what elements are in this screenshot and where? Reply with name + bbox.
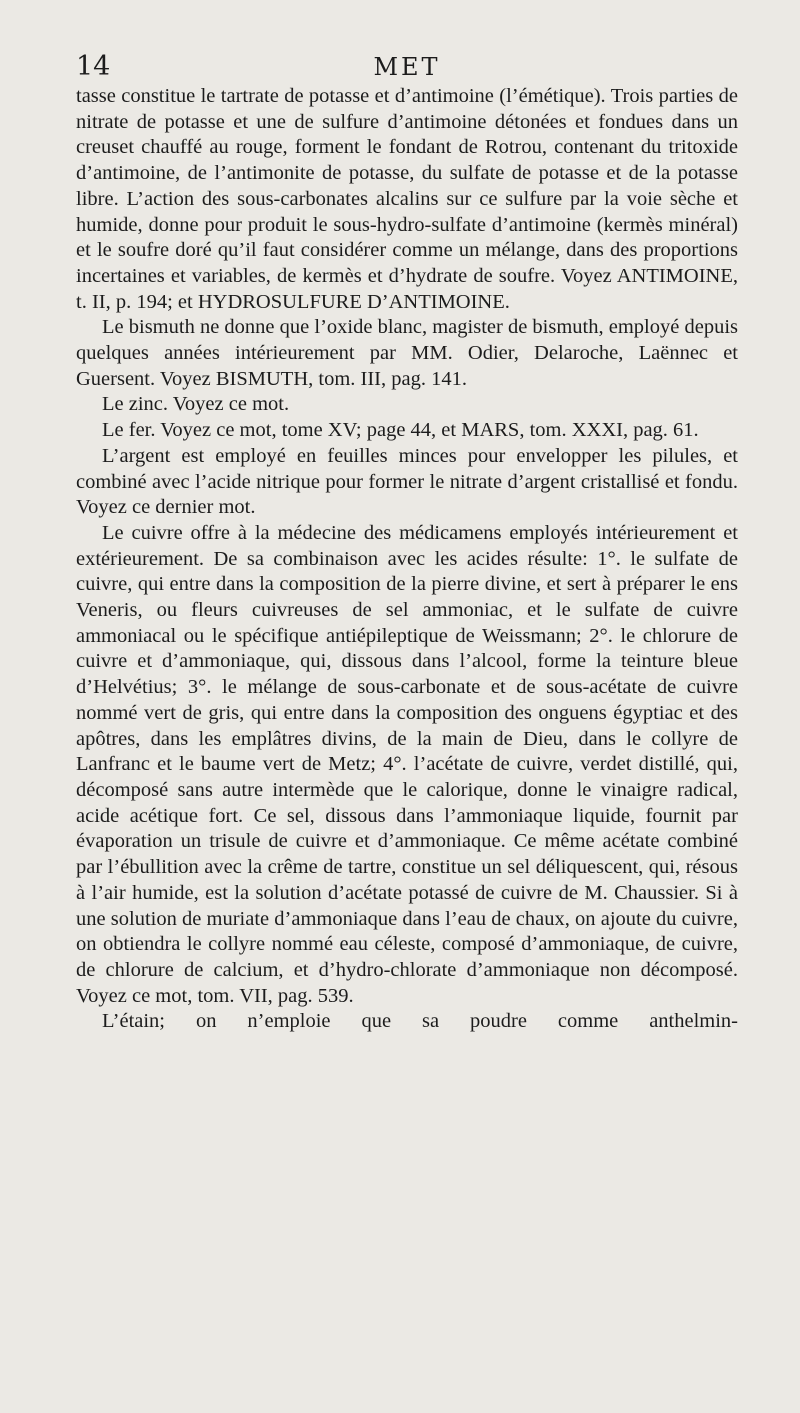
paragraph-bismuth: Le bismuth ne donne que l’oxide blanc, magister de bismuth, employé depuis quelques années intérieurement par MM. Odier, Delaroche, Laënnec et Guersent. Voyez BISMUTH, tom. III, pag. 141. bbox=[76, 316, 738, 390]
paragraph-cuivre: Le cuivre offre à la médecine des médicamens employés intérieurement et extérieurement. De sa combinaison avec les acides résulte: 1°. le sulfate de cuivre, qui entre dans la composition de la pierre divine, et sert à préparer le ens Veneris, ou fleurs cuivreuses de sel ammoniac, et le sulfate de cuivre ammoniacal ou le spécifique antiépileptique de Weissmann; 2°. le chlorure de cuivre et d’ammoniaque, qui, dissous dans l’alcool, forme la teinture bleue d’Helvétius; 3°. le mélange de sous-carbonate et de sous-acétate de cuivre nommé vert de gris, qui entre dans la composition des onguens égyptiac et des apôtres, dans les emplâtres divins, de la main de Dieu, dans le collyre de Lanfranc et le baume vert de Metz; 4°. l’acétate de cuivre, verdet distillé, qui, décomposé sans autre intermède que le calorique, donne le vinaigre radical, acide acétique fort. Ce sel, dissous dans l’ammoniaque liquide, fournit par évaporation un trisule de cuivre et d’ammoniaque. Ce même acétate combiné par l’ébullition avec la crême de tartre, constitue un sel déliquescent, qui, résous à l’air humide, est la solution d’acétate potassé de cuivre de M. Chaussier. Si à une solution de muriate d’ammoniaque dans l’eau de chaux, on ajoute du cuivre, on obtiendra le collyre nommé eau céleste, composé d’ammoniaque, de cuivre, de chlorure de calcium, et d’hydro-chlorate d’ammoniaque non décomposé. Voyez ce mot, tom. VII, pag. 539. bbox=[76, 521, 738, 1007]
paragraph-etain: L’étain; on n’emploie que sa poudre comme anthelmin- bbox=[102, 1010, 738, 1033]
page-number: 14 bbox=[76, 51, 111, 82]
page-header bbox=[76, 50, 738, 84]
paragraph-argent: L’argent est employé en feuilles minces pour envelopper les pilules, et combiné avec l’acide nitrique pour former le nitrate d’argent cristallisé et fondu. Voyez ce dernier mot. bbox=[76, 444, 738, 519]
paragraph-zinc: Le zinc. Voyez ce mot. bbox=[102, 393, 290, 416]
body-text bbox=[76, 84, 738, 1035]
paragraph-fer: Le fer. Voyez ce mot, tome XV; page 44, et MARS, tom. XXXI, pag. 61. bbox=[102, 419, 699, 442]
paragraph-antimoine: tasse constitue le tartrate de potasse et d’antimoine (l’émétique). Trois parties de nitrate de potasse et une de sulfure d’antimoine détonées et fondues dans un creuset chauffé au rouge, forment le fondant de Rotrou, contenant du tritoxide d’antimoine, de l’antimonite de potasse, du sulfate de potasse et de la potasse libre. L’action des sous-carbonates alcalins sur ce sulfure par la voie sèche et humide, donne pour produit le sous-hydro-sulfate d’antimoine (kermès minéral) et le soufre doré qu’il faut considérer comme un mélange, dans des proportions incertaines et variables, de kermès et d’hydrate de soufre. Voyez ANTIMOINE, t. II, p. 194; et HYDROSULFURE D’ANTIMOINE. bbox=[76, 85, 738, 313]
running-head: MET bbox=[373, 53, 441, 81]
